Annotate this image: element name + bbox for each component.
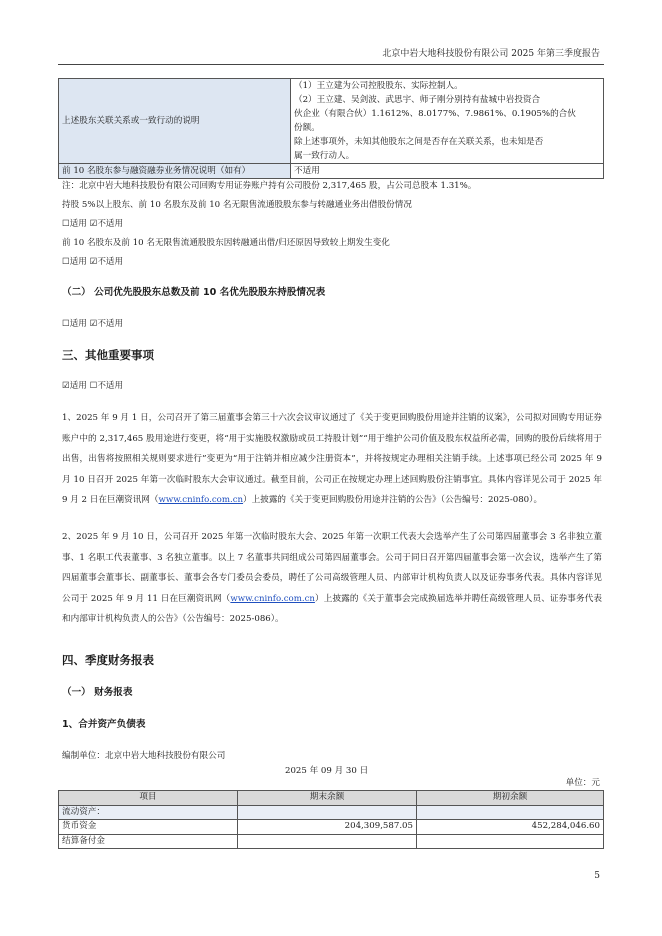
table-cell-value	[291, 79, 604, 164]
checkbox-group-other: ☑适用 ☐不适用	[62, 381, 124, 391]
value-line: 属一致行动人。	[294, 151, 355, 161]
column-header: 项目	[59, 791, 238, 806]
report-date: 2025 年 09 月 30 日	[285, 766, 369, 776]
value-line: 伙企业（有限合伙）1.1612%、8.0177%、7.9861%、0.1905%的合伙	[294, 109, 576, 119]
table-row	[59, 164, 604, 179]
paragraph-text: 2、2025 年 9 月 10 日，公司召开 2025 年第一次临时股东大会、2025 年第一次职工代表大会选举产生了公司第四届董事会 3 名非独立董事、1 名职工代表董事、3 名独立董事。以上 7 名董事共同组成公司第四届董事会。公司于同日召开第四届董事会第一次会议，选举产生了第四届董事会董事长、副董事长、董事会各专门委员会委员，聘任了公司高级管理人员、内部审计机构负责人以及证券事务代表。具体内容详见公司于 2025 年 9 月 11 日在巨潮资讯网（	[62, 532, 602, 604]
table-header-row	[59, 791, 604, 806]
column-header: 期初余额	[417, 791, 604, 806]
cninfo-link[interactable]: www.cninfo.com.cn	[230, 593, 315, 604]
section-other-matters-heading: 三、其他重要事项	[62, 348, 154, 362]
financial-statements-subheading: （一） 财务报表	[62, 687, 133, 698]
table-row	[59, 820, 604, 835]
preferred-shareholders-heading: （二） 公司优先股股东总数及前 10 名优先股股东持股情况表	[62, 287, 326, 298]
table-cell-label: 上述股东关联关系或一致行动的说明	[59, 79, 291, 164]
table-cell-item: 货币资金	[59, 820, 238, 835]
question-margin-lending: 持股 5%以上股东、前 10 名股东及前 10 名无限售流通股股东参与转融通业务出借股份情况	[62, 200, 412, 210]
page-number: 5	[594, 871, 600, 881]
page-header: 北京中岩大地科技股份有限公司 2025 年第三季度报告	[382, 49, 600, 59]
checkbox-group-q1: ☐适用 ☑不适用	[62, 219, 124, 229]
table-row	[59, 79, 604, 164]
value-line: （2）王立建、吴剑波、武思宇、师子刚分别持有盐城中岩投资合	[294, 95, 541, 105]
paragraph-repurchase-change	[62, 408, 602, 511]
table-cell-item: 结算备付金	[59, 834, 238, 849]
table-cell-label: 前 10 名股东参与融资融券业务情况说明（如有）	[59, 164, 291, 179]
table-cell-value: 不适用	[291, 164, 604, 179]
table-cell-end	[238, 805, 417, 820]
checkbox-group-q2: ☐适用 ☑不适用	[62, 257, 124, 267]
table-row	[59, 805, 604, 820]
paragraph-text: 1、2025 年 9 月 1 日，公司召开了第三届董事会第三十六次会议审议通过了《关于变更回购股份用途并注销的议案》，公司拟对回购专用证券账户中的 2,317,465 股用途进行变更，将“用于实施股权激励或员工持股计划”“用于维护公司价值及股东权益所必需，回购的股份后续将用于出售，出售将按照相关规则要求进行”变更为“用于注销并相应减少注册资本”，并将按规定办理相关注销手续。上述事项已经公司 2025 年 9 月 10 日召开 2025 年第一次临时股东大会审议通过。截至目前，公司正在按规定办理上述回购股份注销事宜。具体内容详见公司于 2025 年 9 月 2 日在巨潮资讯网（	[62, 413, 602, 505]
table-cell-end: 204,309,587.05	[238, 820, 417, 835]
balance-sheet-subheading: 1、合并资产负债表	[62, 719, 146, 730]
paragraph-text: ）上披露的《关于变更回购股份用途并注销的公告》（公告编号：2025-080）。	[243, 495, 543, 505]
table-cell-item: 流动资产：	[59, 805, 238, 820]
table-row	[59, 834, 604, 849]
header-divider	[58, 64, 604, 65]
table-cell-end	[238, 834, 417, 849]
table-cell-begin	[417, 805, 604, 820]
compiler-line: 编制单位：北京中岩大地科技股份有限公司	[62, 751, 226, 761]
shareholder-relation-table	[58, 78, 604, 179]
paragraph-board-election	[62, 527, 602, 630]
question-change-reason: 前 10 名股东及前 10 名无限售流通股股东因转融通出借/归还原因导致较上期发生变化	[62, 238, 390, 248]
checkbox-group-preferred: ☐适用 ☑不适用	[62, 319, 124, 329]
value-line: 除上述事项外，未知其他股东之间是否存在关联关系，也未知是否	[294, 137, 544, 147]
table-cell-begin	[417, 834, 604, 849]
unit-label: 单位：元	[565, 778, 600, 788]
section-financial-statements-heading: 四、季度财务报表	[62, 653, 154, 667]
table-cell-begin: 452,284,046.60	[417, 820, 604, 835]
value-line: 份额。	[294, 123, 320, 133]
value-line: （1）王立建为公司控股股东、实际控制人。	[294, 81, 463, 91]
cninfo-link[interactable]: www.cninfo.com.cn	[158, 495, 244, 505]
note-repurchase: 注：北京中岩大地科技股份有限公司回购专用证券账户持有公司股份 2,317,465 股，占公司总股本 1.31%。	[62, 181, 477, 191]
balance-sheet-table	[58, 790, 604, 849]
column-header: 期末余额	[238, 791, 417, 806]
paragraph-text: ）上披露的《关于董事会完成换届选举并聘任高级管理人员、证券事务代表和内部审计机构负责人的公告》（公告编号：2025-086）。	[62, 593, 602, 624]
